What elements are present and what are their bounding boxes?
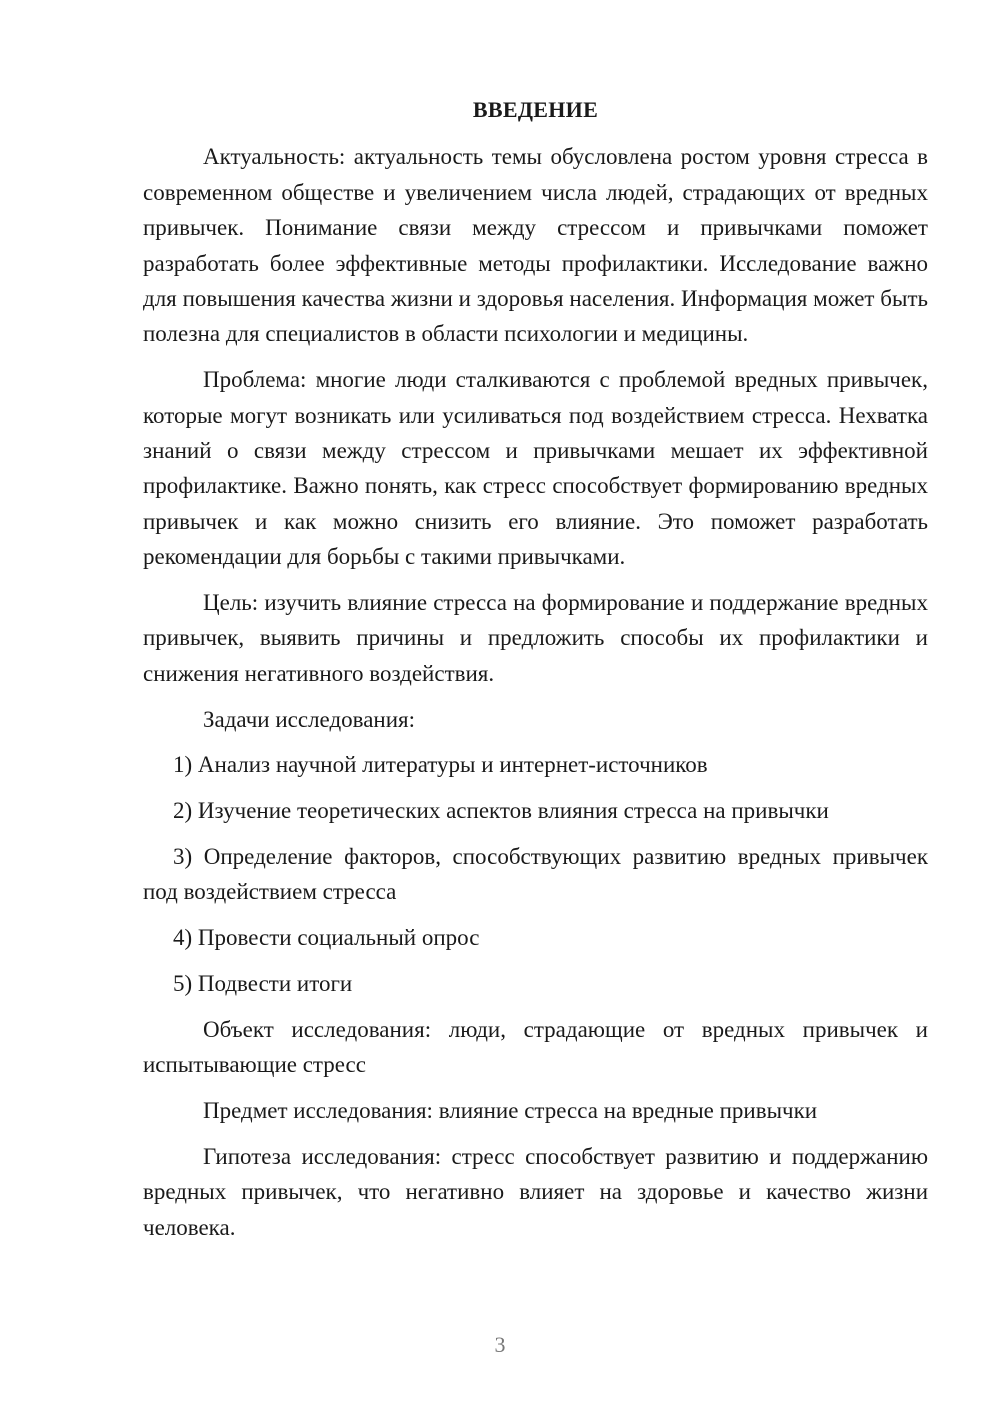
problem-paragraph: Проблема: многие люди сталкиваются с проблемой вредных привычек, которые могут возникать или усиливаться под воздействием стресса. Нехватка знаний о связи между стрессом и привычками мешает их эффективной профилактике. Важно понять, как стресс способствует формированию вредных привычек и как можно снизить его влияние. Это поможет разработать рекомендации для борьбы с такими привычками. xyxy=(143,367,928,570)
tasks-heading: Задачи исследования: xyxy=(203,706,416,732)
subject-paragraph: Предмет исследования: влияние стресса на вредные привычки xyxy=(203,1098,818,1124)
document-page xyxy=(143,92,928,1255)
task-item-5: 5) Подвести итоги xyxy=(173,971,353,997)
goal-paragraph: Цель: изучить влияние стресса на формирование и поддержание вредных привычек, выявить причины и предложить способы их профилактики и снижения негативного воздействия. xyxy=(143,590,928,686)
section-title: ВВЕДЕНИЕ xyxy=(472,97,599,122)
task-item-1: 1) Анализ научной литературы и интернет-источников xyxy=(173,752,708,778)
hypothesis-paragraph: Гипотеза исследования: стресс способствует развитию и поддержанию вредных привычек, что негативно влияет на здоровье и качество жизни человека. xyxy=(143,1143,928,1240)
object-paragraph: Объект исследования: люди, страдающие от вредных привычек и испытывающие стресс xyxy=(143,1016,928,1078)
task-item-2: 2) Изучение теоретических аспектов влияния стресса на привычки xyxy=(173,798,829,824)
relevance-paragraph: Актуальность: актуальность темы обусловлена ростом уровня стресса в современном обществе и увеличением числа людей, страдающих от вредных привычек. Понимание связи между стрессом и привычками поможет разработать более эффективные методы профилактики. Исследование важно для повышения качества жизни и здоровья населения. Информация может быть полезна для специалистов в области психологии и медицины. xyxy=(143,144,928,347)
task-item-3: 3) Определение факторов, способствующих развитию вредных привычек под воздействием стресса xyxy=(143,844,928,905)
page-number: 3 xyxy=(494,1332,506,1357)
task-item-4: 4) Провести социальный опрос xyxy=(173,925,480,951)
